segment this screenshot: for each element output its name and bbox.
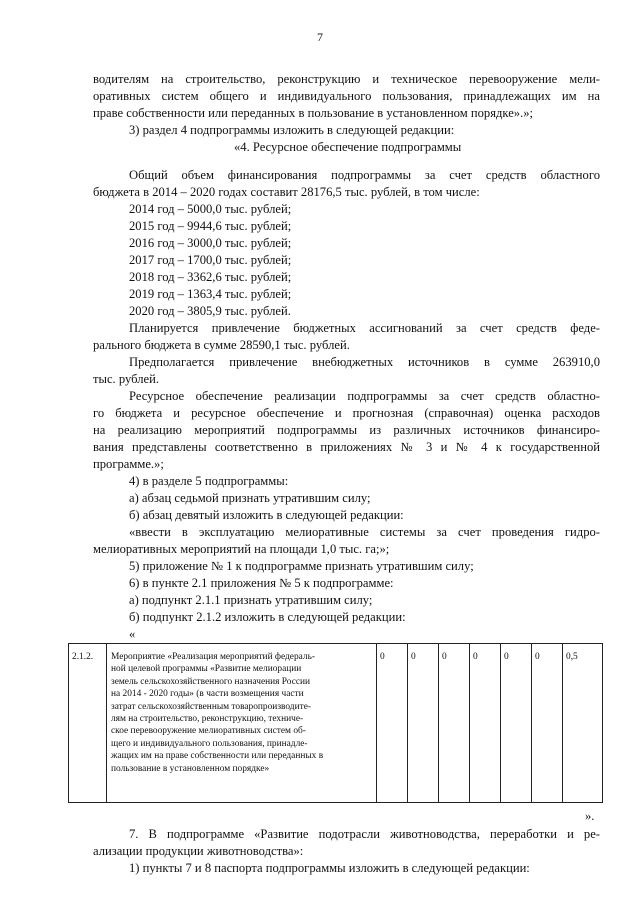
text-line: праве собственности или переданных в пользование в установленном порядке».»; (93, 106, 534, 120)
close-quote: ». (585, 809, 595, 823)
item-6a: а) подпункт 2.1.1 признать утратившим силу; (129, 593, 373, 607)
resource-line: вания представлены соответственно в приложениях № 3 и № 4 к государственной (93, 440, 600, 454)
desc-line: земель сельскохозяйственного назначения России (111, 676, 311, 687)
year-line-2019: 2019 год – 1363,4 тыс. рублей; (129, 287, 292, 301)
resource-line: программе.»; (93, 457, 164, 471)
extrabudget-line: тыс. рублей. (93, 372, 159, 386)
year-line-2015: 2015 год – 9944,6 тыс. рублей; (129, 219, 292, 233)
desc-line: ной целевой программы «Развитие мелиорации (111, 664, 302, 675)
table-cell-number: 2.1.2. (69, 644, 107, 803)
section-title: «4. Ресурсное обеспечение подпрограммы (234, 140, 462, 154)
table-row (69, 644, 603, 803)
resource-line: го бюджета и ресурсное обеспечение и прогнозная (справочная) оценка расходов (93, 406, 600, 420)
resource-line: Ресурсное обеспечение реализации подпрограммы за счет средств областно- (129, 389, 600, 403)
table-cell-value: 0 (501, 644, 532, 803)
year-line-2014: 2014 год – 5000,0 тыс. рублей; (129, 202, 292, 216)
desc-line: на 2014 - 2020 годы» (в части возмещения части (111, 689, 304, 700)
table-cell-value: 0 (439, 644, 470, 803)
funding-intro-line: бюджета в 2014 – 2020 годах составит 28176,5 тыс. рублей, в том числе: (93, 185, 480, 199)
page-number: 7 (317, 30, 323, 44)
federal-line: Планируется привлечение бюджетных ассигнований за счет средств феде- (129, 321, 600, 335)
item-6b: б) подпункт 2.1.2 изложить в следующей редакции: (129, 610, 406, 624)
item-7-line: 7. В подпрограмме «Развитие подотрасли животноводства, переработки и ре- (129, 827, 600, 841)
resource-line: на реализацию мероприятий подпрограммы из различных источников финансиро- (93, 423, 600, 437)
desc-line: Мероприятие «Реализация мероприятий федераль- (111, 652, 315, 662)
table-cell-value: 0 (470, 644, 501, 803)
measure-table (68, 643, 603, 803)
enter-line: мелиоративных мероприятий на площади 1,0 тыс. га;»; (93, 542, 390, 556)
text-line: водителям на строительство, реконструкцию и техническое перевооружение мели- (93, 72, 600, 86)
item-7-line: ализации продукции животноводства»: (93, 844, 304, 858)
open-quote: « (129, 627, 136, 641)
extrabudget-line: Предполагается привлечение внебюджетных источников в сумме 263910,0 (129, 355, 600, 369)
item-4: 4) в разделе 5 подпрограммы: (129, 474, 289, 488)
item-4b: б) абзац девятый изложить в следующей редакции: (129, 508, 404, 522)
table-cell-value: 0,5 (563, 644, 603, 803)
table-cell-value: 0 (377, 644, 408, 803)
year-line-2016: 2016 год – 3000,0 тыс. рублей; (129, 236, 292, 250)
item-5: 5) приложение № 1 к подпрограмме признать утратившим силу; (129, 559, 474, 573)
year-line-2017: 2017 год – 1700,0 тыс. рублей; (129, 253, 292, 267)
desc-line: щего и индивидуального пользования, принадле- (111, 738, 308, 749)
year-line-2020: 2020 год – 3805,9 тыс. рублей. (129, 304, 291, 318)
year-line-2018: 2018 год – 3362,6 тыс. рублей; (129, 270, 292, 284)
desc-line: лям на строительство, реконструкцию, техниче- (111, 714, 304, 725)
funding-intro-line: Общий объем финансирования подпрограммы за счет средств областного (129, 168, 600, 182)
desc-line: жащих им на праве собственности или переданных в (111, 751, 324, 762)
enter-line: «ввести в эксплуатацию мелиоративные системы за счет проведения гидро- (129, 525, 600, 539)
item-6: 6) в пункте 2.1 приложения № 5 к подпрограмме: (129, 576, 394, 590)
federal-line: рального бюджета в сумме 28590,1 тыс. рублей. (93, 338, 350, 352)
table-cell-description (107, 644, 377, 803)
desc-line: ское перевооружение мелиоративных систем об- (111, 726, 306, 737)
item-7-1: 1) пункты 7 и 8 паспорта подпрограммы изложить в следующей редакции: (129, 861, 530, 875)
desc-line: пользование в установленном порядке» (111, 763, 270, 774)
text-line: оративных систем общего и индивидуального пользования, принадлежащих им на (93, 89, 600, 103)
item-3: 3) раздел 4 подпрограммы изложить в следующей редакции: (129, 123, 455, 137)
table-cell-value: 0 (532, 644, 563, 803)
item-4a: а) абзац седьмой признать утратившим силу; (129, 491, 371, 505)
table-cell-value: 0 (408, 644, 439, 803)
desc-line: затрат сельскохозяйственным товаропроизводите- (111, 701, 311, 712)
